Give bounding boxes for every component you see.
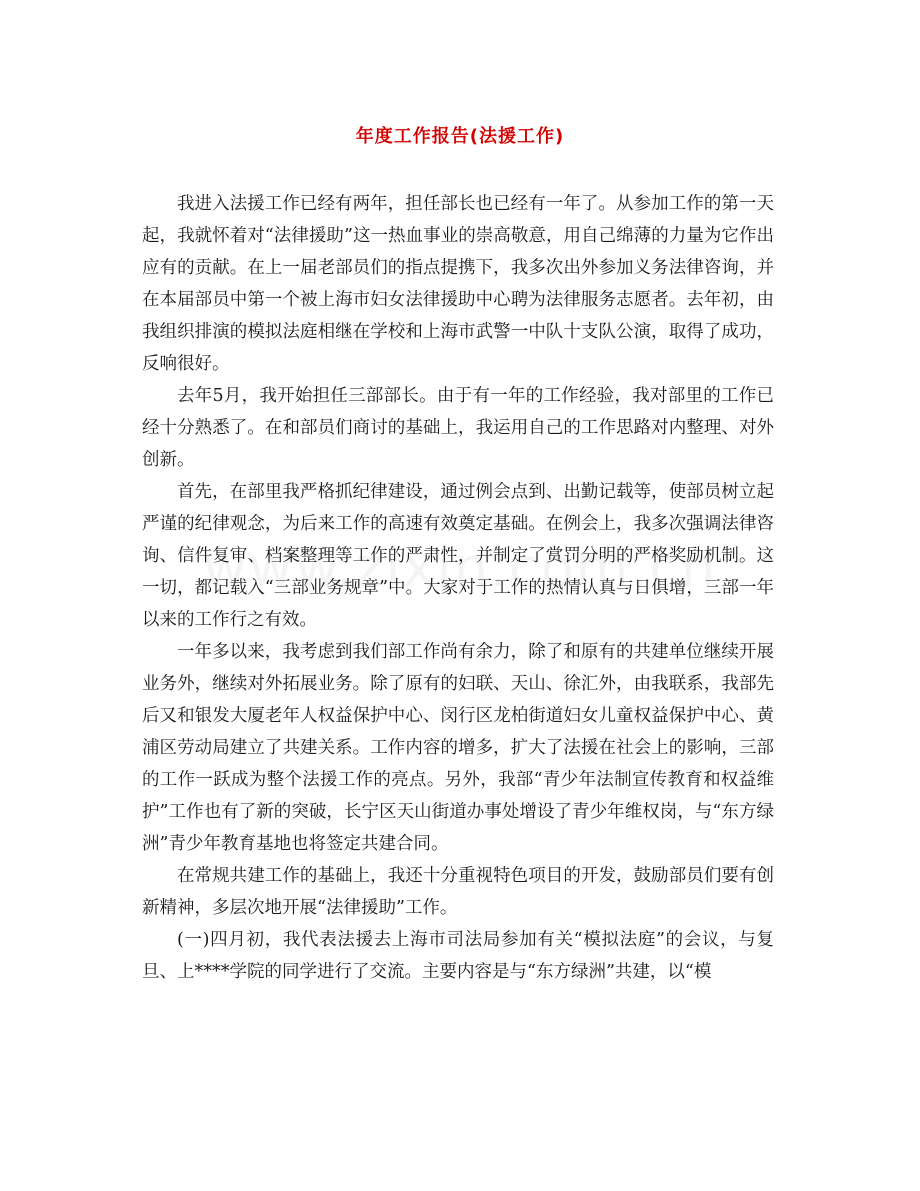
- paragraph: 去年5月，我开始担任三部部长。由于有一年的工作经验，我对部里的工作已经十分熟悉了。在和部员们商讨的基础上，我运用自己的工作思路对内整理、对外创新。: [142, 386, 774, 470]
- paragraph: (一)四月初，我代表法援去上海市司法局参加有关“模拟法庭”的会议，与复旦、上****学院的同学进行了交流。主要内容是与“东方绿洲”共建，以“模: [142, 930, 774, 982]
- paragraph: 我进入法援工作已经有两年，担任部长也已经有一年了。从参加工作的第一天起，我就怀着对“法律援助”这一热血事业的崇高敬意，用自己绵薄的力量为它作出应有的贡献。在上一届老部员们的指点提携下，我多次出外参加义务法律咨询，并在本届部员中第一个被上海市妇女法律援助中心聘为法律服务志愿者。去年初，由我组织排演的模拟法庭相继在学校和上海市武警一中队十支队公演，取得了成功，反响很好。: [142, 194, 774, 374]
- document-title: 年度工作报告(法援工作): [355, 126, 565, 147]
- paragraph: 首先，在部里我严格抓纪律建设，通过例会点到、出勤记载等，使部员树立起严谨的纪律观念，为后来工作的高速有效奠定基础。在例会上，我多次强调法律咨询、信件复审、档案整理等工作的严肃性，并制定了赏罚分明的严格奖励机制。这一切，都记载入“三部业务规章”中。大家对于工作的热情认真与日俱增，三部一年以来的工作行之有效。: [142, 482, 774, 630]
- paragraph: 在常规共建工作的基础上，我还十分重视特色项目的开发，鼓励部员们要有创新精神，多层次地开展“法律援助”工作。: [142, 866, 774, 918]
- document-body: [142, 188, 774, 988]
- paragraph: 一年多以来，我考虑到我们部工作尚有余力，除了和原有的共建单位继续开展业务外，继续对外拓展业务。除了原有的妇联、天山、徐汇外，由我联系，我部先后又和银发大厦老年人权益保护中心、闵行区龙柏街道妇女儿童权益保护中心、黄浦区劳动局建立了共建关系。工作内容的增多，扩大了法援在社会上的影响，三部的工作一跃成为整个法援工作的亮点。另外，我部“青少年法制宣传教育和权益维护”工作也有了新的突破，长宁区天山街道办事处增设了青少年维权岗，与“东方绿洲”青少年教育基地也将签定共建合同。: [142, 642, 774, 854]
